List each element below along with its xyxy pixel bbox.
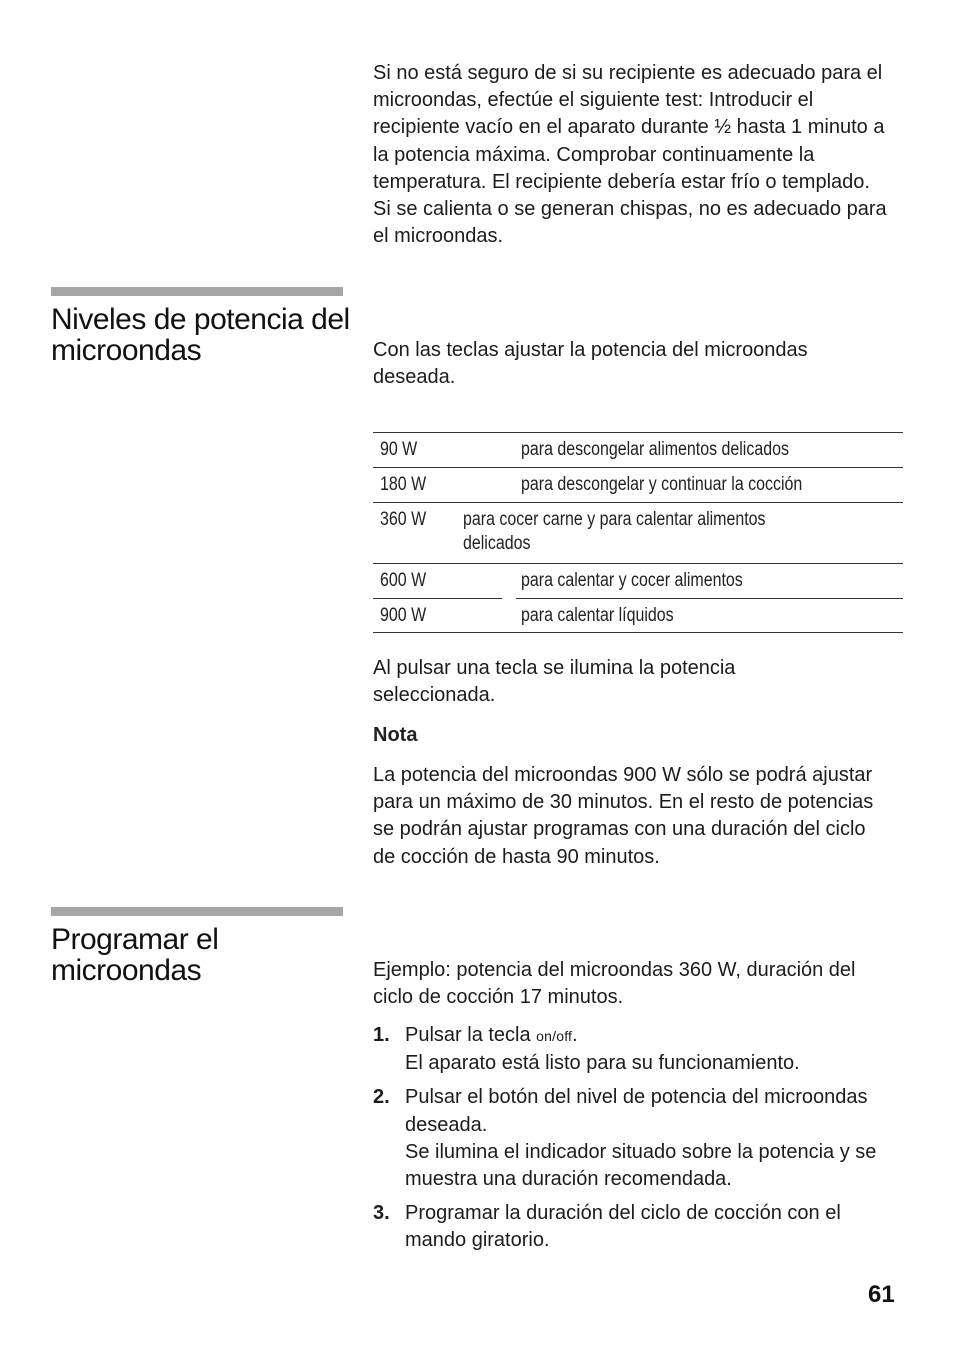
- page-number: 61: [868, 1281, 895, 1308]
- step-text: Pulsar el botón del nivel de potencia del microondas deseada.: [405, 1086, 868, 1136]
- table-rule: [373, 467, 903, 468]
- intro-paragraph: Si no está seguro de si su recipiente es adecuado para el microondas, efectúe el siguiente test: Introducir el recipiente vacío en el aparato durante ½ hasta 1 minuto a la potencia máxima. Comprobar continuamente la temperatura. El recipiente debería estar frío o templado. Si se calienta o se generan chispas, no es adecuado para el microondas.: [373, 62, 887, 248]
- table-bottom-rule: [373, 632, 903, 633]
- power-use: para descongelar alimentos delicados: [521, 439, 789, 460]
- note-text: La potencia del microondas 900 W sólo se podrá ajustar para un máximo de 30 minutos. En el resto de potencias se podrán ajustar programas con una duración del ciclo de cocción de hasta 90 minutos.: [373, 764, 874, 868]
- table-row: [373, 473, 903, 497]
- table-rule: [373, 502, 903, 503]
- power-value: 360 W: [380, 509, 427, 530]
- table-row: [373, 604, 903, 628]
- power-value: 90 W: [380, 439, 418, 460]
- power-value: 900 W: [380, 605, 427, 626]
- step-number: 2.: [373, 1086, 390, 1109]
- power-use: para descongelar y continuar la cocción: [521, 474, 803, 495]
- power-use: para calentar y cocer alimentos: [521, 570, 743, 591]
- table-row: [373, 438, 903, 462]
- steps-list: [373, 1022, 903, 1262]
- step-number: 3.: [373, 1202, 390, 1225]
- table-row: [373, 508, 903, 556]
- step-result: Se ilumina el indicador situado sobre la potencia y se muestra una duración recomendada.: [405, 1140, 877, 1191]
- after-table-text: Al pulsar una tecla se ilumina la potencia seleccionada.: [373, 657, 736, 707]
- note-heading: Nota: [373, 724, 418, 746]
- table-row: [373, 569, 903, 593]
- table-rule: [373, 563, 903, 564]
- section-title-programming: Programar el microondas: [51, 923, 219, 987]
- power-use: para cocer carne y para calentar alimentos delicados: [463, 509, 766, 554]
- on-off-key-label: on/off: [536, 1028, 573, 1044]
- example-text: Ejemplo: potencia del microondas 360 W, duración del ciclo de cocción 17 minutos.: [373, 959, 856, 1009]
- step-item: [373, 1084, 903, 1193]
- step-number: 1.: [373, 1024, 390, 1046]
- power-value: 600 W: [380, 570, 427, 591]
- power-intro-text: Con las teclas ajustar la potencia del microondas deseada.: [373, 339, 808, 389]
- power-use: para calentar líquidos: [521, 605, 674, 626]
- section-title-power-levels: Niveles de potencia del microondas: [51, 303, 350, 367]
- step-item: [373, 1200, 903, 1254]
- step-text: Programar la duración del ciclo de cocción con el mando giratorio.: [405, 1202, 841, 1252]
- section-divider-bar: [51, 287, 343, 296]
- power-value: 180 W: [380, 474, 427, 495]
- step-result: El aparato está listo para su funcionamiento.: [405, 1052, 800, 1075]
- section-divider-bar: [51, 907, 343, 916]
- step-item: [373, 1022, 903, 1077]
- step-text: Pulsar la tecla: [405, 1024, 537, 1046]
- step-text-end: .: [572, 1024, 578, 1046]
- table-top-rule: [373, 432, 903, 433]
- table-rule-right: [516, 598, 903, 599]
- table-rule-left: [373, 598, 502, 599]
